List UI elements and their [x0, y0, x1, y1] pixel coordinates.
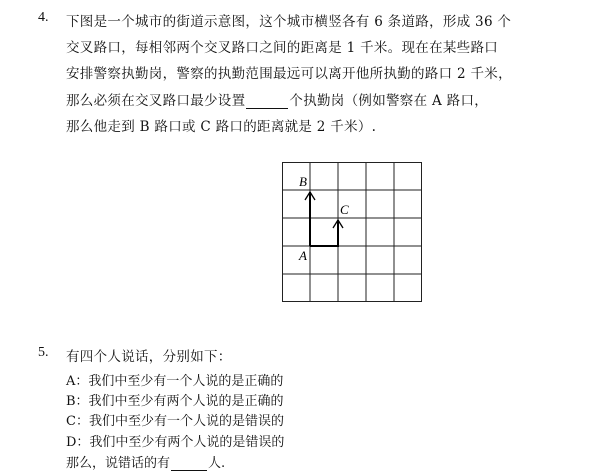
street-grid-svg	[282, 162, 422, 302]
question-4-number: 4.	[38, 10, 49, 25]
question-4-line-4	[66, 89, 488, 109]
question-5-conclusion-start: 那么，说错话的有	[66, 456, 171, 471]
option-a: A：我们中至少有一个人说的是正确的	[66, 374, 284, 389]
option-d: D：我们中至少有两个人说的是错误的	[66, 435, 285, 450]
street-grid-figure	[282, 162, 422, 302]
option-b: B：我们中至少有两个人说的是正确的	[66, 394, 284, 409]
question-4-line-4-end: 个执勤岗（例如警察在 A 路口，	[289, 93, 489, 109]
question-4-line-1: 下图是一个城市的街道示意图，这个城市横竖各有 6 条道路，形成 36 个	[66, 14, 512, 30]
question-5-conclusion-end: 人.	[208, 456, 226, 471]
question-4-line-5: 那么他走到 B 路口或 C 路口的距离就是 2 千米）.	[66, 119, 377, 135]
label-b: B	[299, 174, 307, 189]
answer-blank-q5[interactable]	[171, 456, 207, 471]
path-a-to-b	[305, 192, 315, 246]
label-a: A	[299, 248, 307, 263]
answer-blank-q4[interactable]	[246, 94, 288, 109]
question-5-conclusion	[66, 452, 225, 471]
label-c: C	[340, 202, 349, 217]
question-5-intro: 有四个人说话，分别如下：	[66, 349, 232, 365]
question-5-number: 5.	[38, 345, 49, 360]
path-a-to-c	[310, 220, 343, 246]
question-4-line-4-start: 那么必须在交叉路口最少设置	[66, 93, 246, 109]
option-c: C：我们中至少有一个人说的是错误的	[66, 414, 284, 429]
question-4-line-2: 交叉路口，每相邻两个交叉路口之间的距离是 1 千米。现在在某些路口	[66, 40, 499, 56]
question-4-line-3: 安排警察执勤岗，警察的执勤范围最远可以离开他所执勤的路口 2 千米，	[66, 66, 512, 82]
